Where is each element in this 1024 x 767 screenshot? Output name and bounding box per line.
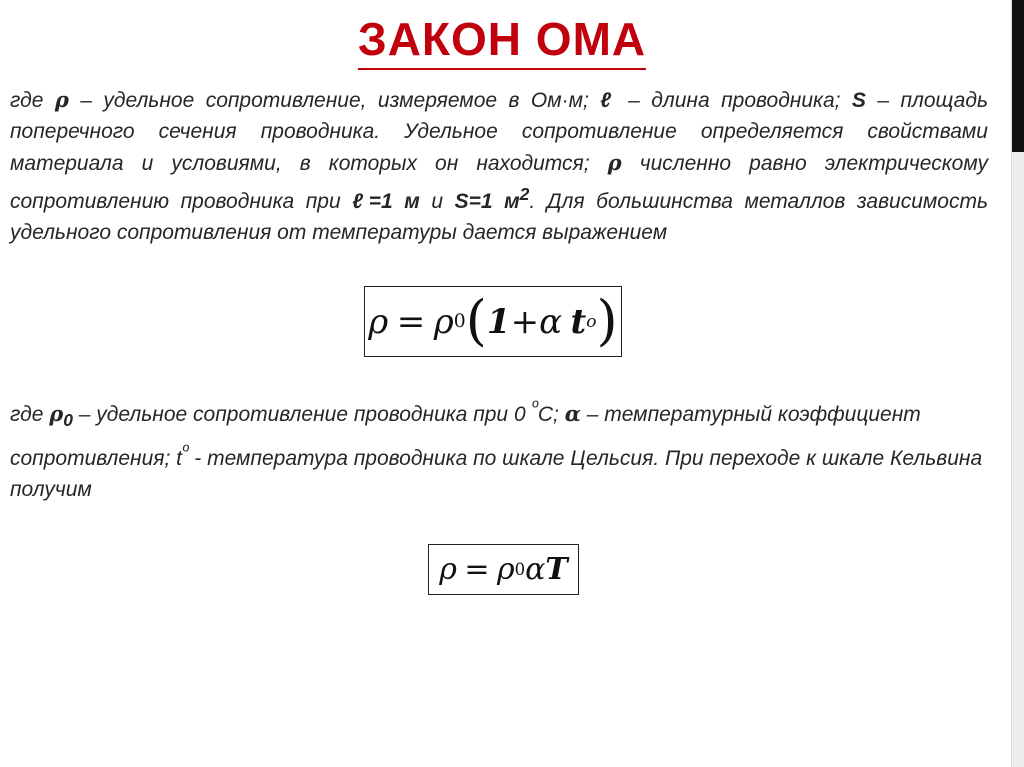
text-segment: . Для большинства металлов зависимость удельного сопротивления от температуры дается выражением xyxy=(10,190,989,244)
text-segment: где xyxy=(10,89,55,112)
formula-alpha: α xyxy=(525,552,546,587)
formula-equals: = xyxy=(464,552,490,587)
formula-plus: + xyxy=(510,301,540,342)
formula-right-paren: ) xyxy=(596,289,618,353)
formula-equals: = xyxy=(396,301,426,342)
formula-degree: o xyxy=(586,311,597,332)
area-condition-text: S=1 м xyxy=(454,190,520,213)
area-condition-superscript: 2 xyxy=(519,184,530,204)
area-condition xyxy=(454,184,530,213)
text-segment: – площадь поперечного сечения проводника. Удельное сопротивление определяется свойствами материала и условиями, в которых он находится; xyxy=(10,89,988,175)
right-edge-divider xyxy=(1011,0,1012,767)
text-segment: и xyxy=(419,190,455,213)
formula-rho0: ρ xyxy=(497,552,515,587)
slide-title xyxy=(0,12,1004,70)
formula-subscript-zero: 0 xyxy=(514,560,526,579)
degree-sign: º xyxy=(182,441,189,462)
paragraph-resistivity-definition xyxy=(10,84,988,248)
formula-left-paren: ( xyxy=(465,289,487,353)
rho-subscript-zero: 0 xyxy=(63,410,73,431)
formula-rho0: ρ xyxy=(433,301,454,342)
degree-sign: º xyxy=(531,397,538,417)
length-condition: ℓ=1 м xyxy=(352,190,420,213)
text-segment: численно равно электрическому сопротивлению проводника при xyxy=(10,152,988,213)
text-segment: – удельное сопротивление проводника при 0 xyxy=(72,403,532,426)
alpha-symbol: α xyxy=(564,401,581,426)
length-symbol: ℓ xyxy=(600,89,617,112)
formula-T: T xyxy=(545,552,568,587)
text-segment: – удельное сопротивление, измеряемое в Ом·м; xyxy=(68,89,601,112)
text-segment: - температура проводника по шкале Цельсия. При переходе к шкале Кельвина получим xyxy=(10,447,983,502)
slide-title-text: ЗАКОН ОМА xyxy=(358,12,646,70)
formula-one: 1 xyxy=(486,301,511,342)
formula-rho: ρ xyxy=(439,552,457,587)
formula-resistivity-kelvin xyxy=(428,544,579,595)
text-segment: где xyxy=(10,403,50,426)
area-symbol: S xyxy=(851,89,866,112)
rho-symbol: ρ xyxy=(49,401,64,426)
paragraph-coefficients xyxy=(10,392,988,505)
formula-t: t xyxy=(570,301,587,342)
rho-symbol: ρ xyxy=(54,87,69,112)
rho-symbol: ρ xyxy=(607,150,622,175)
text-segment: – длина проводника; xyxy=(616,89,852,112)
text-segment: С; xyxy=(537,403,565,426)
right-edge-accent-bar xyxy=(1012,0,1024,152)
formula-subscript-zero: 0 xyxy=(453,311,466,332)
formula-resistivity-temperature xyxy=(364,286,622,357)
formula-alpha: α xyxy=(539,301,563,342)
formula-rho: ρ xyxy=(368,301,389,342)
text-segment: – температурный коэффициент сопротивления; t xyxy=(10,403,921,471)
